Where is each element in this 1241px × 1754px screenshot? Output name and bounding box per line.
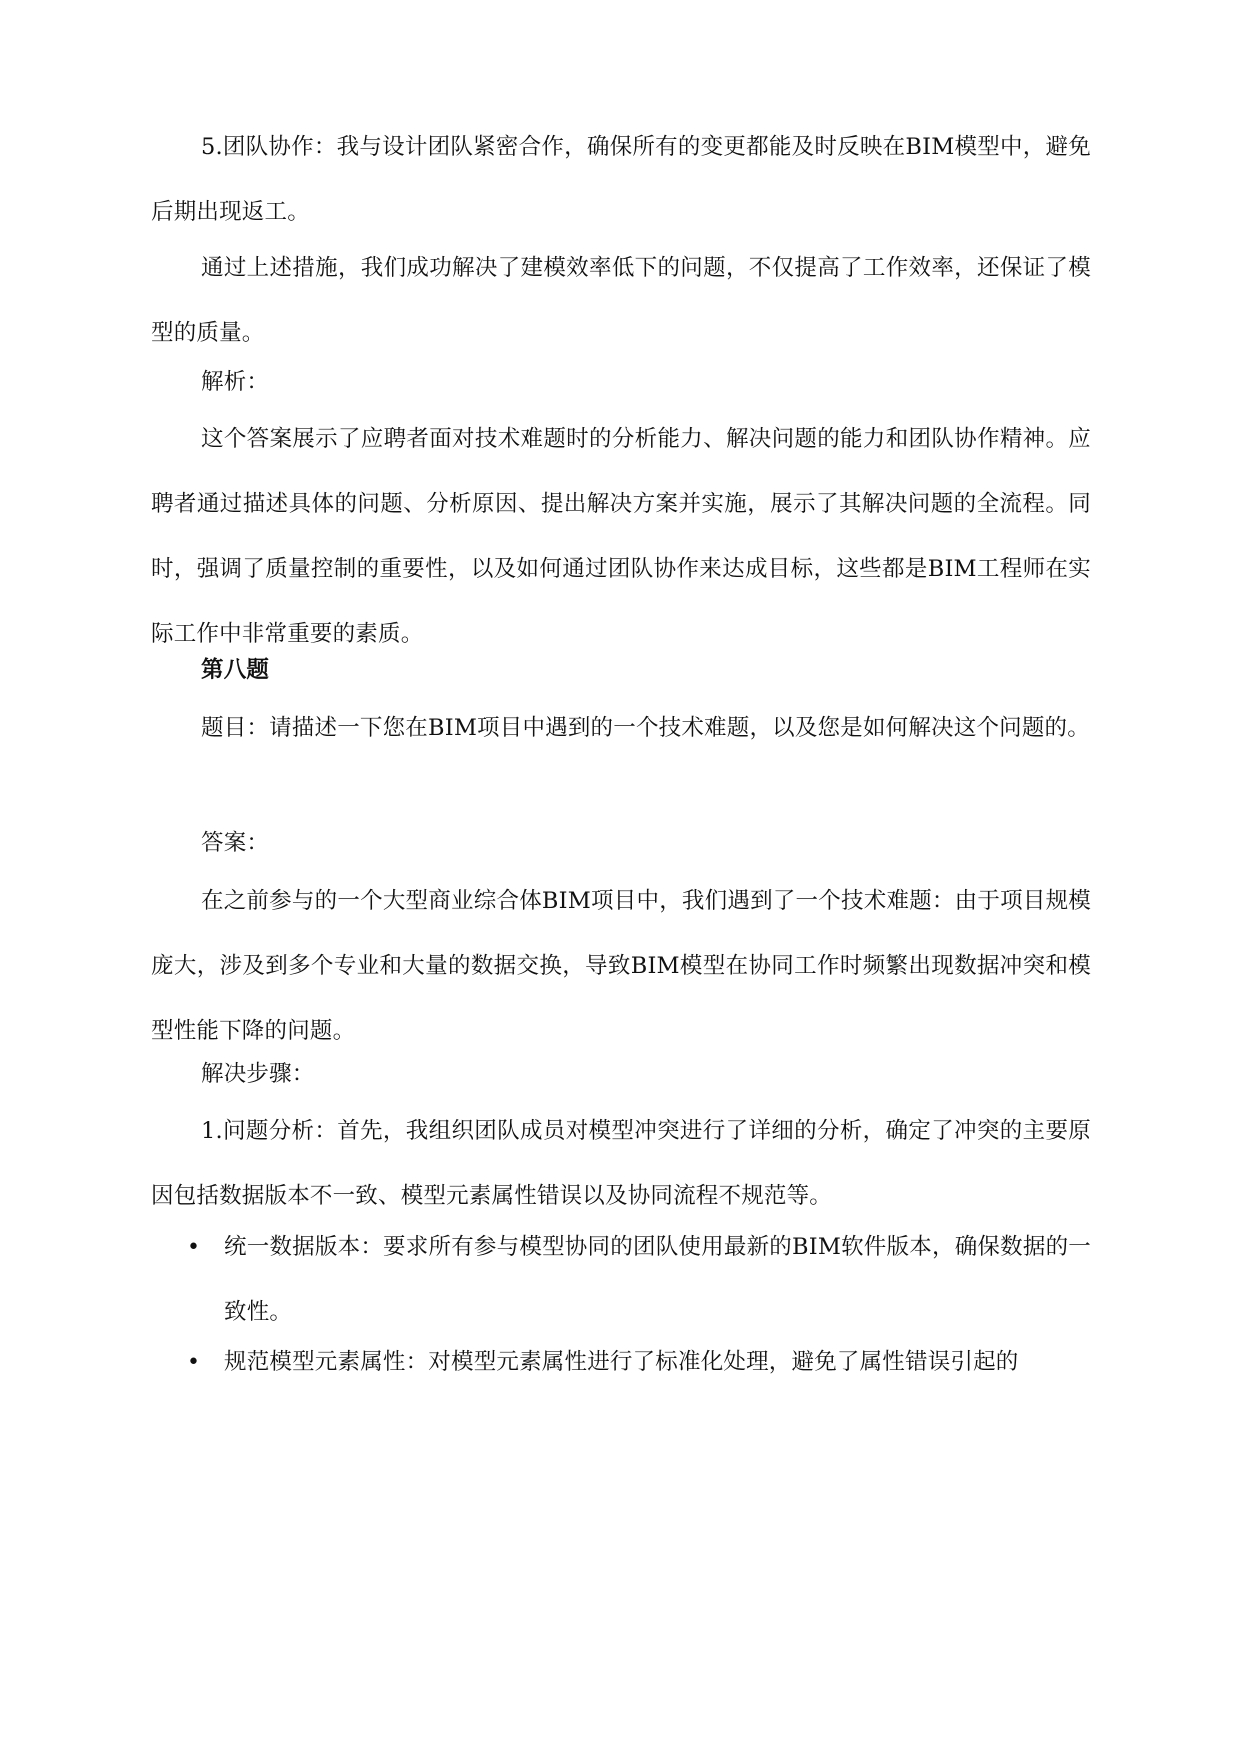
paragraph-answer-body: 在之前参与的一个大型商业综合体BIM项目中，我们遇到了一个技术难题：由于项目规模庞大，涉及到多个专业和大量的数据交换，导致BIM模型在协同工作时频繁出现数据冲突和模型性能下降的问题。 [151, 888, 1091, 1044]
paragraph-answer-label: 答案： [201, 830, 270, 856]
paragraph-analysis-body: 这个答案展示了应聘者面对技术难题时的分析能力、解决问题的能力和团队协作精神。应聘者通过描述具体的问题、分析原因、提出解决方案并实施，展示了其解决问题的全流程。同时，强调了质量控制的重要性，以及如何通过团队协作来达成目标，这些都是BIM工程师在实际工作中非常重要的素质。 [151, 426, 1091, 647]
bullet-marker: • [187, 1235, 200, 1260]
paragraph-summary: 通过上述措施，我们成功解决了建模效率低下的问题，不仅提高了工作效率，还保证了模型的质量。 [151, 255, 1091, 346]
paragraph-step-1: 1.问题分析：首先，我组织团队成员对模型冲突进行了详细的分析，确定了冲突的主要原因包括数据版本不一致、模型元素属性错误以及协同流程不规范等。 [151, 1118, 1091, 1209]
paragraph-question: 题目：请描述一下您在BIM项目中遇到的一个技术难题，以及您是如何解决这个问题的。 [201, 715, 1090, 741]
paragraph-team-collaboration: 5.团队协作：我与设计团队紧密合作，确保所有的变更都能及时反映在BIM模型中，避免后期出现返工。 [151, 134, 1091, 225]
paragraph-analysis-label: 解析： [201, 369, 270, 395]
bullet-marker: • [187, 1350, 200, 1375]
bullet-item-normalize-attributes [224, 1330, 1091, 1395]
paragraph-steps-label: 解决步骤： [201, 1061, 315, 1087]
bullet-item-unify-version [224, 1215, 1091, 1345]
bullet-text: 统一数据版本：要求所有参与模型协同的团队使用最新的BIM软件版本，确保数据的一致性。 [224, 1234, 1091, 1325]
bullet-text: 规范模型元素属性：对模型元素属性进行了标准化处理，避免了属性错误引起的 [224, 1349, 1019, 1375]
section-heading: 第八题 [201, 657, 270, 683]
